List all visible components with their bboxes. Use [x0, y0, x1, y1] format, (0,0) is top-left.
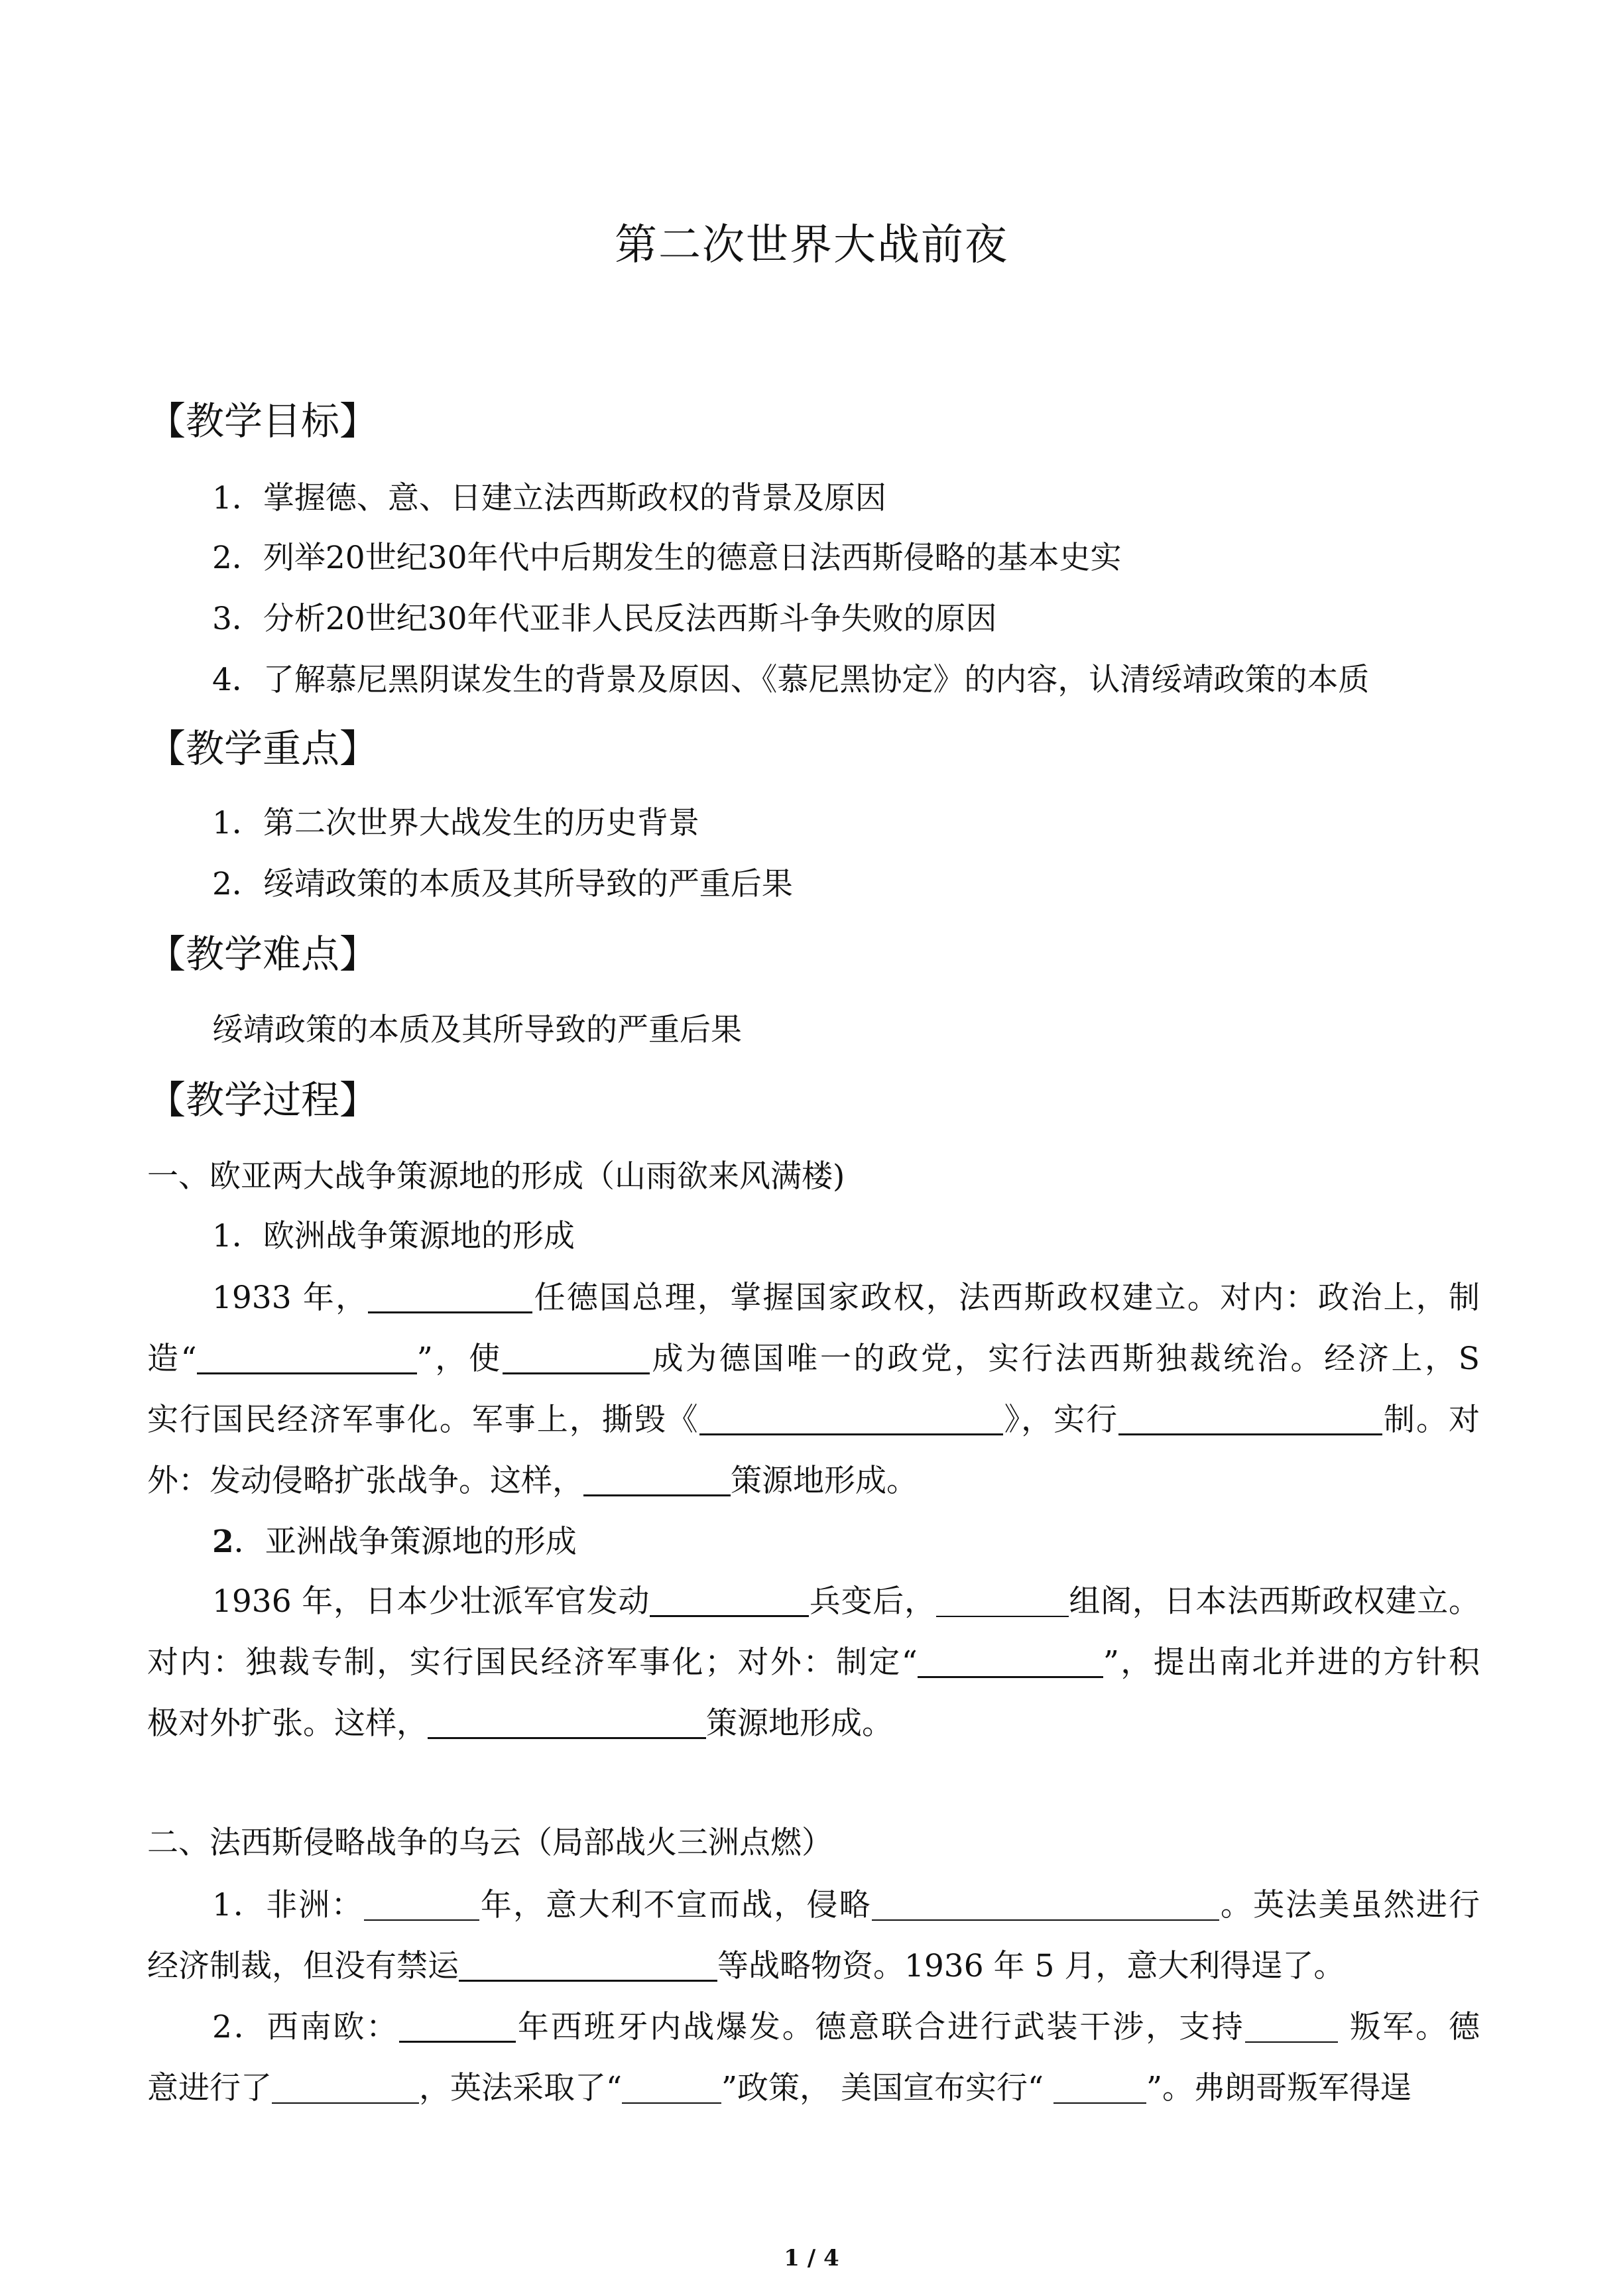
part2-paragraph1: 1．非洲： 年，意大利不宣而战，侵略 。英法美虽然进行 经济制裁，但没有禁运 等战略物资。1936 年 5 月，意大利得逞了。: [147, 1887, 1480, 1984]
part2-paragraph2: 2．西南欧： 年西班牙内战爆发。德意联合进行武装干涉，支持 叛军。德 意进行了 ，英法采取了“ ”政策， 美国宣布实行“ ”。弗朗哥叛军得逞: [147, 2009, 1480, 2106]
fill-blank[interactable]: [399, 2012, 516, 2043]
fill-blank[interactable]: [1245, 2012, 1338, 2043]
objectives-heading: 【教学目标】: [147, 398, 379, 444]
fill-blank[interactable]: [872, 1890, 1219, 1921]
objective-item: 2．列举20世纪30年代中后期发生的德意日法西斯侵略的基本史实: [212, 540, 1122, 576]
part1-heading: 一、欧亚两大战争策源地的形成（山雨欲来风满楼): [147, 1158, 845, 1195]
fill-blank[interactable]: [368, 1282, 532, 1313]
process-heading: 【教学过程】: [147, 1077, 379, 1122]
fill-blank[interactable]: [583, 1465, 731, 1496]
fill-blank[interactable]: [699, 1404, 1003, 1435]
fill-blank[interactable]: [197, 1343, 417, 1374]
fill-blank[interactable]: [1053, 2073, 1146, 2104]
fill-blank[interactable]: [459, 1951, 717, 1982]
objective-item: 4．了解慕尼黑阴谋发生的背景及原因、《慕尼黑协定》的内容，认清绥靖政策的本质: [212, 662, 1370, 698]
part1-paragraph2: 1936 年，日本少壮派军官发动 兵变后， 组阁，日本法西斯政权建立。 对内：独裁专制，实行国民经济军事化；对外：制定“ ”，提出南北并进的方针积 极对外扩张。这样， 策源地形成。: [147, 1583, 1480, 1742]
fill-blank[interactable]: [650, 1586, 809, 1617]
page-title: 第二次世界大战前夜: [615, 221, 1008, 270]
fill-blank[interactable]: [272, 2073, 419, 2104]
objective-item: 3．分析20世纪30年代亚非人民反法西斯斗争失败的原因: [212, 601, 997, 637]
key-points-heading: 【教学重点】: [147, 726, 379, 771]
difficulty-heading: 【教学难点】: [147, 932, 379, 977]
part1-paragraph1: 1933 年， 任德国总理，掌握国家政权，法西斯政权建立。对内：政治上，制 造“ ”，使 成为德国唯一的政党，实行法西斯独裁统治。经济上，S 实行国民经济军事化。军事上，撕毁《 》，实行 制。对 外：发动侵略扩张战争。这样， 策源地形成。: [147, 1280, 1480, 1499]
part1-sub1: 1．欧洲战争策源地的形成: [212, 1218, 575, 1254]
fill-blank[interactable]: [364, 1890, 479, 1921]
objective-item: 1．掌握德、意、日建立法西斯政权的背景及原因: [212, 480, 886, 516]
key-point-item: 2．绥靖政策的本质及其所导致的严重后果: [212, 866, 793, 902]
difficulty-text: 绥靖政策的本质及其所导致的严重后果: [212, 1012, 742, 1048]
fill-blank[interactable]: [918, 1647, 1103, 1678]
part2-heading: 二、法西斯侵略战争的乌云（局部战火三洲点燃）: [147, 1825, 833, 1861]
part1-sub2: 2．亚洲战争策源地的形成: [212, 1524, 577, 1560]
key-point-item: 1．第二次世界大战发生的历史背景: [212, 805, 699, 841]
fill-blank[interactable]: [428, 1708, 706, 1739]
fill-blank[interactable]: [1118, 1404, 1382, 1435]
fill-blank[interactable]: [503, 1343, 650, 1374]
fill-blank[interactable]: [622, 2073, 721, 2104]
fill-blank[interactable]: [936, 1587, 1069, 1617]
page-number: 1 / 4: [784, 2245, 839, 2271]
